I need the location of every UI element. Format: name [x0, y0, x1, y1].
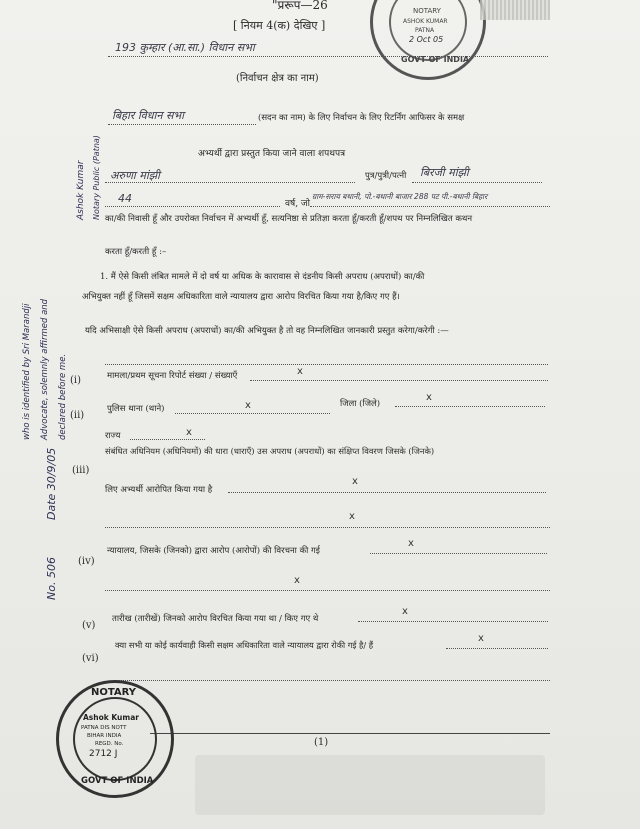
item-iv-text: न्यायालय, जिसके (जिनको) द्वारा आरोप (आरोपों) की विरचना की गई: [107, 546, 320, 556]
item-i-number: (i): [70, 375, 82, 386]
item-iii-line-2: [105, 527, 550, 528]
item-ii-police-line: [175, 413, 330, 414]
address-line: [310, 206, 550, 207]
house-caption: (सदन का नाम) के लिए निर्वाचन के लिए रिटर्निंग आफिसर के समक्ष: [258, 113, 465, 123]
declaration-line-2: करता हूँ/करती हूँ :–: [105, 247, 167, 257]
item-ii-cross-1: x: [245, 400, 251, 411]
item-iii-cross-2: x: [349, 511, 355, 522]
bottom-seal-line-1: PATNA DIS NOTT: [81, 725, 127, 731]
address-label: वर्ष, जो: [285, 199, 310, 209]
stamp-ghost: [195, 755, 545, 815]
bottom-seal-name: Ashok Kumar: [83, 713, 139, 722]
item-iii-line-1: [228, 492, 546, 493]
father-line: [412, 182, 542, 183]
footer-rule: [150, 733, 550, 734]
item-iv-cross-2: x: [294, 575, 300, 586]
bottom-notary-seal: [56, 680, 174, 798]
item-ii-number: (ii): [70, 410, 85, 421]
item-v-text: तारीख (तारीखें) जिनको आरोप विरचित किया गया था / किए गए थे: [112, 614, 319, 624]
declarant-age: 44: [118, 192, 132, 205]
page-number: (1): [314, 737, 329, 748]
age-line: [105, 206, 280, 207]
document-title: अभ्यर्थी द्वारा प्रस्तुत किया जाने वाला शपथपत्र: [198, 149, 346, 159]
item-v-number: (v): [82, 620, 96, 631]
item-vi-line-2: [115, 680, 550, 681]
item-iv-number: (iv): [78, 556, 95, 567]
item-ii-cross-3: x: [186, 427, 192, 438]
item-ii-state-line: [130, 439, 205, 440]
margin-identified: who is identified by Sri Marandji: [22, 303, 32, 440]
item-vi-text: क्या सभी या कोई कार्यवाही किसी सक्षम अधिकारिता वाले न्यायालय द्वारा रोकी गई है/ हैं: [115, 640, 374, 650]
clause-1-text-a: 1. मैं ऐसे किसी लंबित मामले में दो वर्ष या अधिक के कारावास से दंडनीय किसी अपराध (अपराधों) का/की: [100, 272, 425, 282]
bottom-seal-top: NOTARY: [91, 687, 137, 698]
top-seal-line-2: ASHOK KUMAR: [403, 18, 448, 25]
margin-date: Date 30/9/05: [45, 447, 58, 520]
top-seal-line-1: NOTARY: [413, 7, 441, 15]
bottom-seal-bottom: GOVT OF INDIA: [81, 776, 154, 786]
item-ii-district: जिला (जिले): [340, 399, 381, 409]
item-iv-line-2: [105, 590, 550, 591]
bottom-seal-reg: REGD. No.: [95, 741, 124, 747]
top-notary-seal: [370, 0, 486, 80]
item-ii-text: पुलिस थाना (थाने): [107, 404, 165, 414]
item-v-cross: x: [402, 606, 408, 617]
item-v-line: [358, 621, 548, 622]
constituency-line: [108, 56, 548, 57]
house-handwritten: बिहार विधान सभा: [112, 109, 185, 122]
constituency-caption: (निर्वाचन क्षेत्र का नाम): [236, 73, 319, 84]
top-seal-line-4: GOVT OF INDIA: [401, 55, 470, 64]
item-vi-number: (vi): [82, 653, 99, 664]
margin-serial: No. 506: [45, 557, 58, 600]
father-label: पुत्र/पुत्री/पत्नी: [365, 171, 407, 181]
margin-affirmed: Advocate, solemnly affirmed and: [40, 298, 50, 440]
item-iv-line-1: [370, 553, 547, 554]
item-i-line: [250, 380, 548, 381]
declaration-line-1: का/की निवासी हूँ और उपरोक्त निर्वाचन में अभ्यर्थी हूँ, सत्यनिष्ठा से प्रतिज्ञा करता हूँ/करती हूँ/शपथ पर निम्नलिखित कथन: [105, 214, 473, 224]
top-seal-line-3: PATNA: [415, 27, 435, 34]
item-vi-cross: x: [478, 633, 484, 644]
item-iii-text-b: लिए अभ्यर्थी आरोपित किया गया है: [105, 485, 213, 495]
declarant-name: अरुणा मांझी: [110, 169, 160, 182]
name-line: [105, 182, 355, 183]
bottom-seal-line-2: BIHAR INDIA: [87, 733, 122, 739]
item-iii-text-a: संबंधित अधिनियम (अधिनियमों) की धारा (धाराएँ) उस अपराध (अपराधों) का संक्षिप्त विवरण जिसके (जिनके): [105, 446, 435, 456]
item-ii-district-line: [395, 406, 545, 407]
constituency-handwritten: 193 कुम्हार (आ.सा.) विधान सभा: [115, 41, 255, 54]
item-iii-number: (iii): [72, 465, 90, 476]
margin-declared: declared before me.: [58, 353, 68, 440]
top-stamp-strip: [480, 0, 550, 20]
house-line: [108, 124, 256, 125]
margin-notary-role: Notary Public (Patna): [92, 135, 101, 220]
bottom-seal-number: 2712 J: [89, 749, 118, 759]
declarant-address: ग्राम-सराय बथानी, पो.-बथानी बाजार 288 पट पी.-बथानी बिहार: [312, 192, 488, 201]
item-iii-cross-1: x: [352, 476, 358, 487]
father-name: बिरजी मांझी: [420, 166, 469, 179]
item-i-text: मामला/प्रथम सूचना रिपोर्ट संख्या / संख्याएँ: [107, 371, 238, 381]
margin-notary-name: Ashok Kumar: [76, 160, 86, 220]
item-ii-state: राज्य: [105, 431, 121, 441]
item-iv-cross-1: x: [408, 538, 414, 549]
clause-1-text-b: अभियुक्त नहीं हूँ जिसमें सक्षम अधिकारिता वाले न्यायालय द्वारा आरोप विरचित किया गया है/किए गए हैं।: [82, 292, 400, 302]
rule-reference: [ नियम 4(क) देखिए ]: [233, 19, 326, 32]
item-i-cross: x: [297, 366, 303, 377]
item-vi-line: [446, 648, 548, 649]
top-seal-date: 2 Oct 05: [409, 35, 444, 44]
clause-1-intro: यदि अभिसाक्षी ऐसे किसी अपराध (अपराधों) का/की अभियुक्त है तो वह निम्नलिखित जानकारी प्रस्तुत करेगा/करेगी :—: [85, 326, 449, 336]
form-number: "प्ररूप—26: [272, 0, 328, 12]
item-ii-cross-2: x: [426, 392, 432, 403]
item-i-top-line: [105, 364, 548, 365]
